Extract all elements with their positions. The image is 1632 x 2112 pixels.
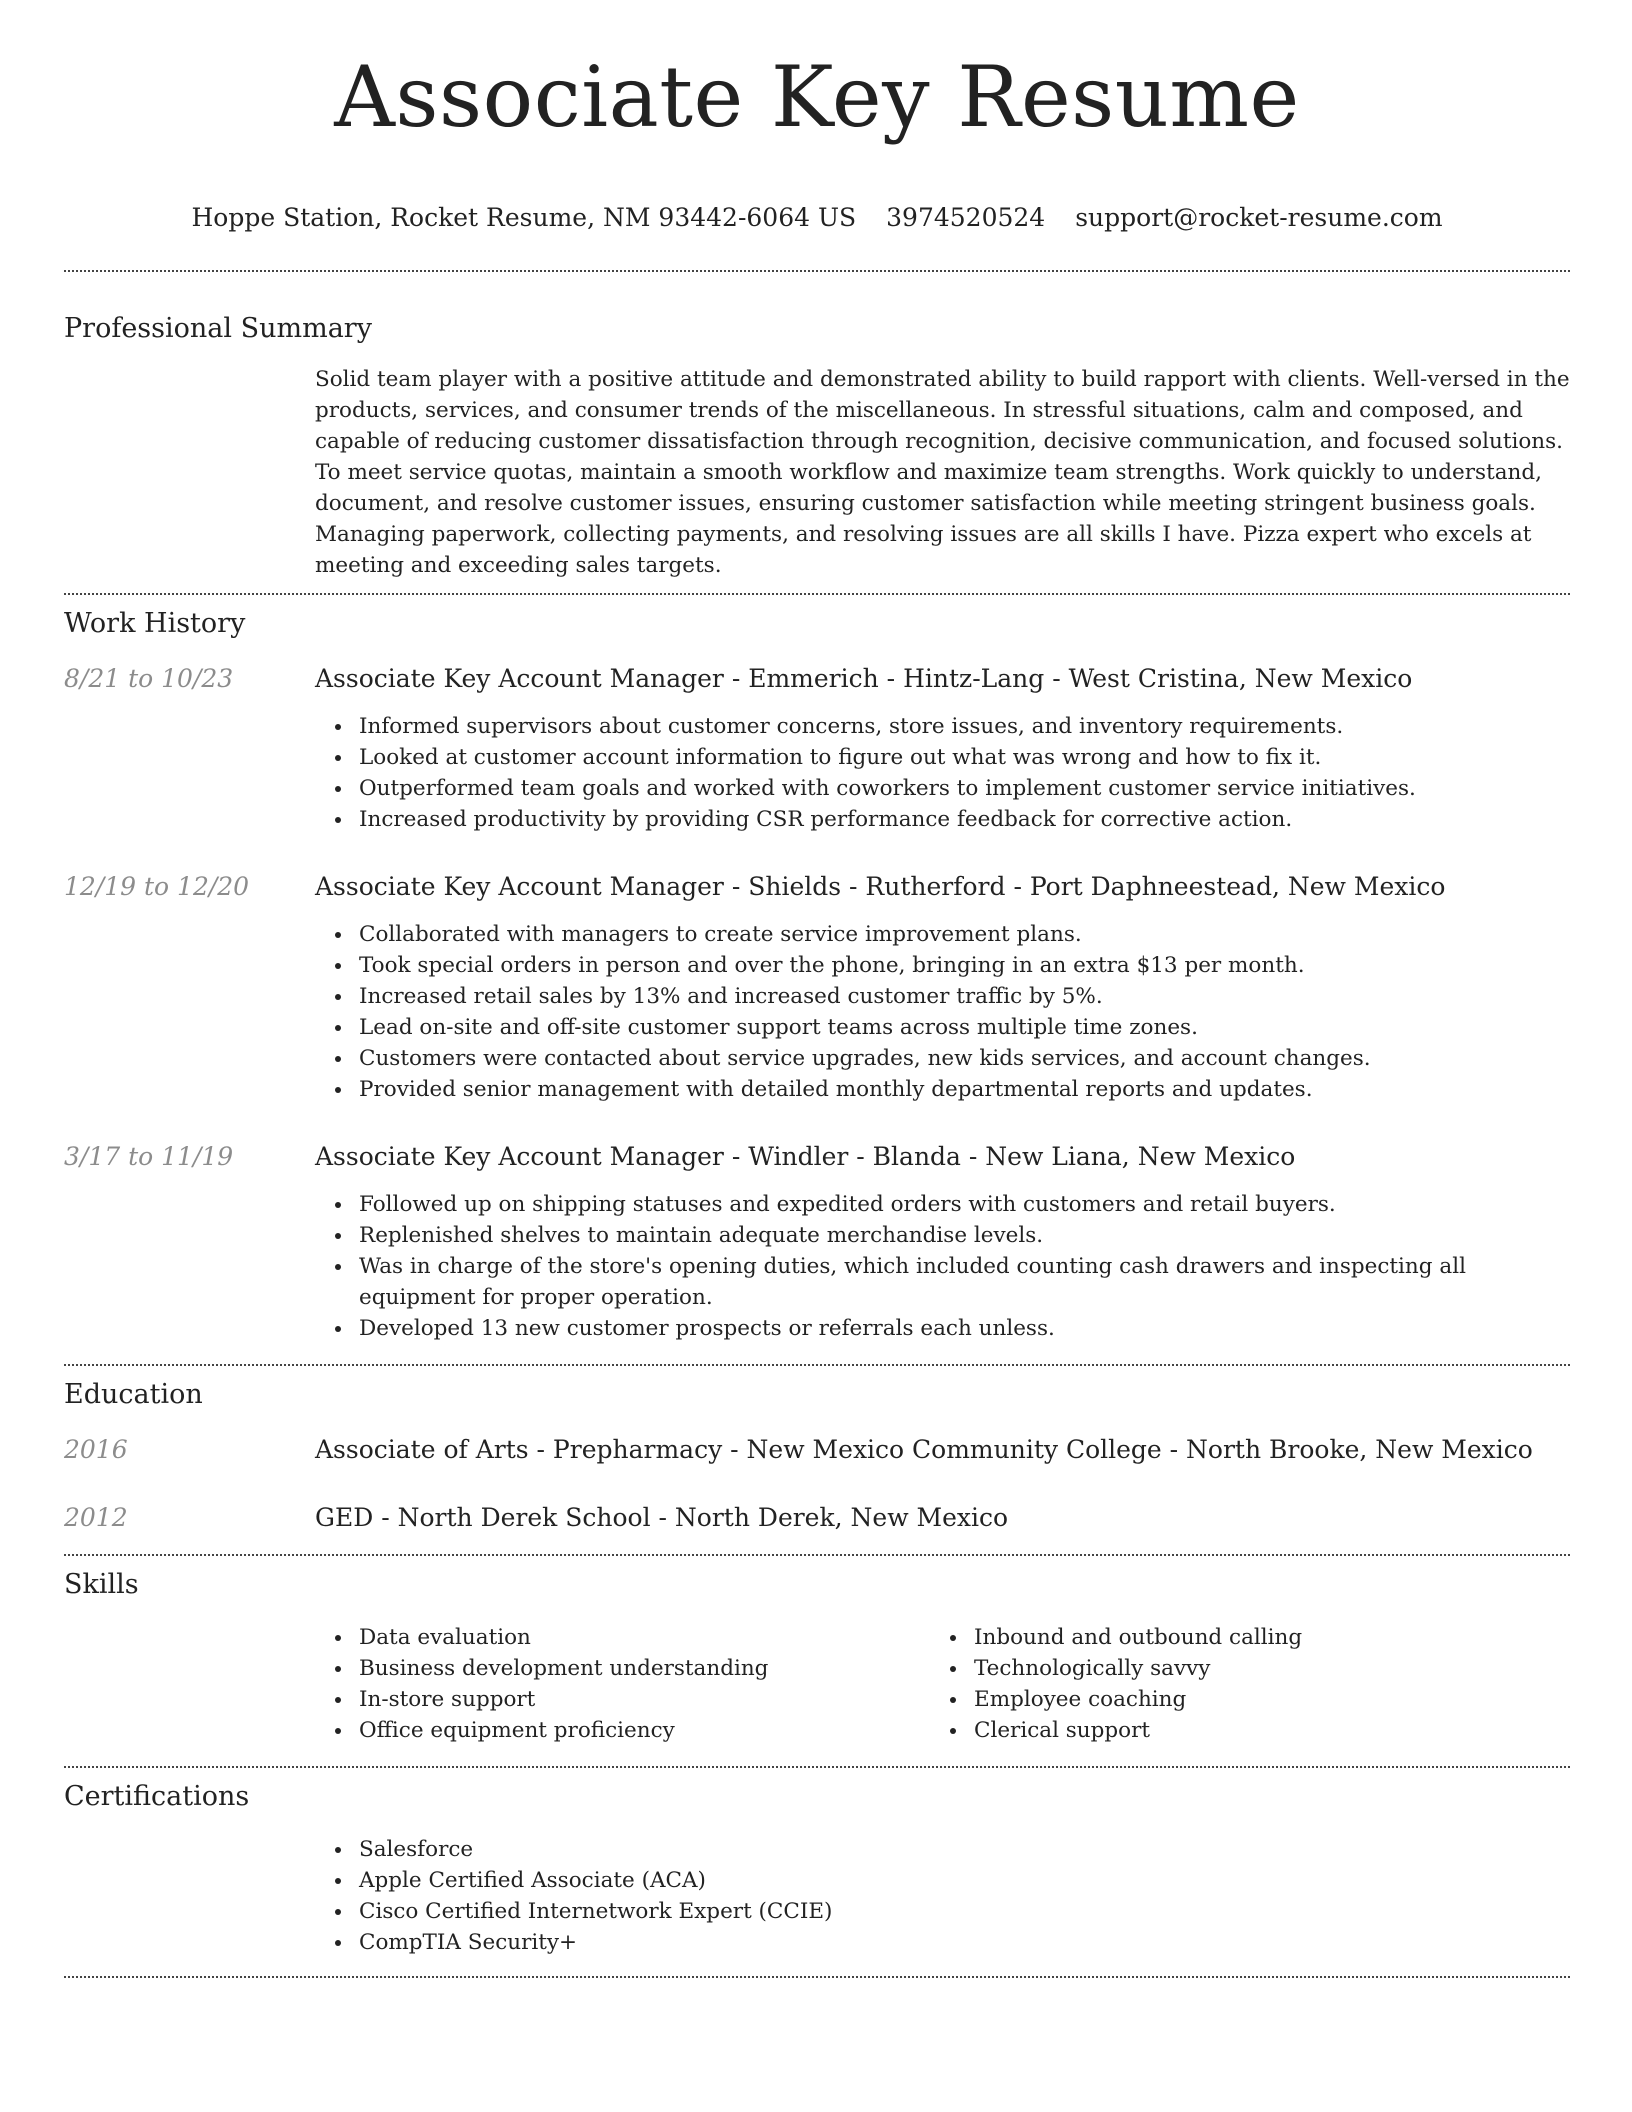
job-bullets — [315, 1189, 1570, 1344]
education-date: 2016 — [64, 1435, 128, 1465]
education-title: Associate of Arts - Prepharmacy - New Mexico Community College - North Brooke, New Mexico — [315, 1435, 1533, 1465]
education-date: 2012 — [64, 1503, 128, 1533]
list-item: Was in charge of the store's opening duties, which included counting cash drawers and inspecting all equipment for proper operation. — [315, 1251, 1570, 1313]
skill-item: In-store support — [315, 1684, 930, 1715]
list-item: Followed up on shipping statuses and expedited orders with customers and retail buyers. — [315, 1189, 1570, 1220]
job-bullets — [315, 711, 1570, 835]
certification-item: Apple Certified Associate (ACA) — [315, 1865, 1570, 1896]
list-item: Increased retail sales by 13% and increased customer traffic by 5%. — [315, 981, 1570, 1012]
list-item: Outperformed team goals and worked with coworkers to implement customer service initiatives. — [315, 773, 1570, 804]
job-entry — [64, 1141, 1570, 1344]
skill-item: Data evaluation — [315, 1622, 930, 1653]
job-title: Associate Key Account Manager - Emmerich - Hintz-Lang - West Cristina, New Mexico — [315, 664, 1413, 694]
skill-item: Office equipment proficiency — [315, 1715, 930, 1746]
job-title: Associate Key Account Manager - Windler - Blanda - New Liana, New Mexico — [315, 1142, 1296, 1172]
summary-text: Solid team player with a positive attitude and demonstrated ability to build rapport with clients. Well-versed in the products, services, and consumer trends of the miscellaneous. In stressful situations, calm and composed, and capable of reducing customer dissatisfaction through recognition, decisive communication, and focused solutions. To meet service quotas, maintain a smooth workflow and maximize team strengths. Work quickly to understand, document, and resolve customer issues, ensuring customer satisfaction while meeting stringent business goals. Managing paperwork, collecting payments, and resolving issues are all skills I have. Pizza expert who excels at meeting and exceeding sales targets. — [315, 367, 1570, 579]
skill-item: Clerical support — [930, 1715, 1545, 1746]
skills-grid — [315, 1622, 1570, 1746]
education-entry — [64, 1502, 1570, 1534]
skill-item: Employee coaching — [930, 1684, 1545, 1715]
email: support@rocket-resume.com — [1075, 203, 1443, 233]
skill-item: Technologically savvy — [930, 1653, 1545, 1684]
list-item: Provided senior management with detailed monthly departmental reports and updates. — [315, 1074, 1570, 1105]
education-title: GED - North Derek School - North Derek, New Mexico — [315, 1503, 1009, 1533]
list-item: Customers were contacted about service upgrades, new kids services, and account changes. — [315, 1043, 1570, 1074]
skill-item: Business development understanding — [315, 1653, 930, 1684]
list-item: Informed supervisors about customer concerns, store issues, and inventory requirements. — [315, 711, 1570, 742]
divider — [64, 593, 1570, 595]
skills-column — [315, 1622, 930, 1746]
divider — [64, 1766, 1570, 1768]
job-date: 3/17 to 11/19 — [64, 1142, 234, 1172]
section-heading-certifications: Certifications — [64, 1781, 250, 1813]
section-heading-education: Education — [64, 1379, 203, 1411]
job-entry — [64, 871, 1570, 1105]
certification-item: CompTIA Security+ — [315, 1927, 1570, 1958]
divider — [64, 1364, 1570, 1366]
section-heading-work: Work History — [64, 608, 246, 640]
list-item: Developed 13 new customer prospects or referrals each unless. — [315, 1313, 1570, 1344]
list-item: Collaborated with managers to create service improvement plans. — [315, 919, 1570, 950]
page-title: Associate Key Resume — [334, 48, 1300, 146]
resume-page — [64, 0, 1570, 1978]
section-heading-summary: Professional Summary — [64, 313, 372, 345]
list-item: Increased productivity by providing CSR performance feedback for corrective action. — [315, 804, 1570, 835]
skills-column — [930, 1622, 1545, 1746]
skill-item: Inbound and outbound calling — [930, 1622, 1545, 1653]
phone: 3974520524 — [886, 203, 1046, 233]
list-item: Replenished shelves to maintain adequate merchandise levels. — [315, 1220, 1570, 1251]
list-item: Looked at customer account information to figure out what was wrong and how to fix it. — [315, 742, 1570, 773]
job-entry — [64, 663, 1570, 835]
job-title: Associate Key Account Manager - Shields - Rutherford - Port Daphneestead, New Mexico — [315, 872, 1446, 902]
job-date: 12/19 to 12/20 — [64, 872, 250, 902]
divider — [64, 270, 1570, 272]
job-date: 8/21 to 10/23 — [64, 664, 234, 694]
divider — [64, 1976, 1570, 1978]
certification-list — [315, 1834, 1570, 1958]
contact-line — [64, 203, 1570, 235]
address: Hoppe Station, Rocket Resume, NM 93442-6064 US — [191, 203, 857, 233]
divider — [64, 1554, 1570, 1556]
list-item: Lead on-site and off-site customer support teams across multiple time zones. — [315, 1012, 1570, 1043]
certification-item: Cisco Certified Internetwork Expert (CCIE) — [315, 1896, 1570, 1927]
certification-item: Salesforce — [315, 1834, 1570, 1865]
education-entry — [64, 1434, 1570, 1466]
job-bullets — [315, 919, 1570, 1105]
section-heading-skills: Skills — [64, 1569, 139, 1601]
list-item: Took special orders in person and over the phone, bringing in an extra $13 per month. — [315, 950, 1570, 981]
